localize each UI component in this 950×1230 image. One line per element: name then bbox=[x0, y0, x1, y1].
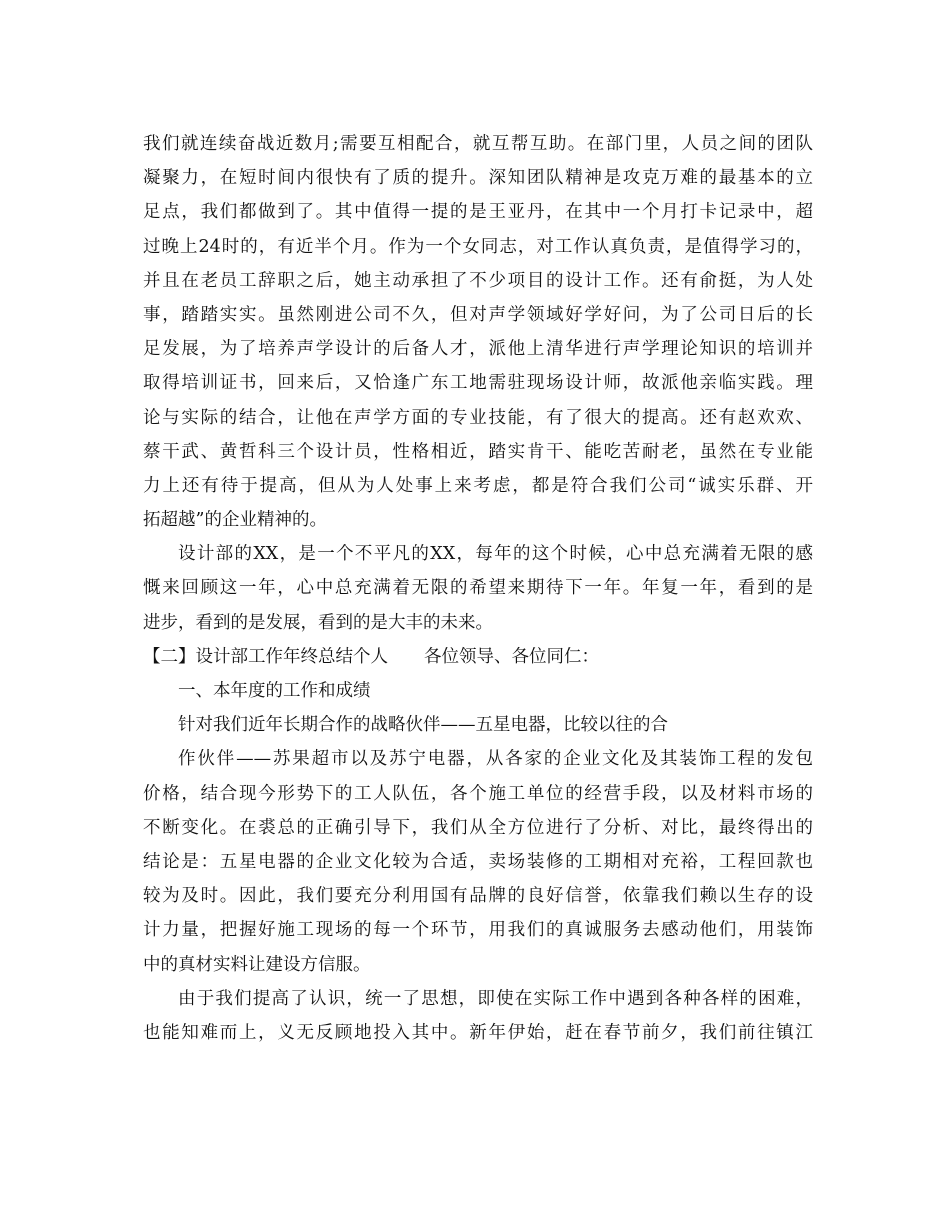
text-line: 较为及时。因此，我们要充分利用国有品牌的良好信誉，依靠我们赖以生存的设 bbox=[143, 886, 813, 907]
text-line: 计力量，把握好施工现场的每一个环节，用我们的真诚服务去感动他们，用装饰 bbox=[143, 920, 813, 941]
text-line: 过晚上24时的，有近半个月。作为一个女同志，对工作认真负责，是值得学习的， bbox=[143, 236, 813, 257]
text-line: 我们就连续奋战近数月;需要互相配合，就互帮互助。在部门里，人员之间的团队 bbox=[143, 134, 813, 154]
text-line: 中的真材实料让建设方信服。 bbox=[143, 954, 371, 975]
text-line: 蔡干武、黄哲科三个设计员，性格相近，踏实肯干、能吃苦耐老，虽然在专业能 bbox=[143, 441, 813, 462]
section-heading bbox=[143, 640, 813, 674]
text-line: 进步，看到的是发展，看到的是大丰的未来。 bbox=[143, 612, 493, 633]
text-line: 足发展，为了培养声学设计的后备人才，派他上清华进行声学理论知识的培训并 bbox=[143, 339, 813, 360]
section-greeting: 各位领导、各位同仁： bbox=[424, 646, 599, 667]
text-line: 论与实际的结合，让他在声学方面的专业技能，有了很大的提高。还有赵欢欢、 bbox=[143, 407, 813, 428]
text-line: 设计部的XX，是一个不平凡的XX，每年的这个时候，心中总充满着无限的感 bbox=[178, 544, 813, 565]
subheading: 一、本年度的工作和成绩 bbox=[178, 681, 371, 701]
text-line: 由于我们提高了认识，统一了思想，即使在实际工作中遇到各种各样的困难， bbox=[178, 988, 813, 1009]
text-line: 结论是：五星电器的企业文化较为合适，卖场装修的工期相对充裕，工程回款也 bbox=[143, 851, 813, 872]
text-line: 拓超越”的企业精神的。 bbox=[143, 510, 327, 531]
text-line: 力上还有待于提高，但从为人处事上来考虑，都是符合我们公司“诚实乐群、开 bbox=[143, 475, 813, 496]
text-line: 价格，结合现今形势下的工人队伍，各个施工单位的经营手段，以及材料市场的 bbox=[143, 783, 813, 804]
text-line: 事，踏踏实实。虽然刚进公司不久，但对声学领域好学好问，为了公司日后的长 bbox=[143, 304, 813, 325]
text-line: 不断变化。在裘总的正确引导下，我们从全方位进行了分析、对比，最终得出的 bbox=[143, 817, 813, 838]
text-line: 凝聚力，在短时间内很快有了质的提升。深知团队精神是攻克万难的最基本的立 bbox=[143, 168, 813, 189]
section-title: 【二】设计部工作年终总结个人 bbox=[143, 646, 388, 667]
text-line: 针对我们近年长期合作的战略伙伴——五星电器，比较以往的合 bbox=[178, 715, 668, 736]
text-line: 作伙伴——苏果超市以及苏宁电器，从各家的企业文化及其装饰工程的发包 bbox=[178, 749, 813, 770]
text-line: 慨来回顾这一年，心中总充满着无限的希望来期待下一年。年复一年，看到的是 bbox=[143, 578, 813, 599]
text-line: 足点，我们都做到了。其中值得一提的是王亚丹，在其中一个月打卡记录中，超 bbox=[143, 202, 813, 223]
text-line: 也能知难而上，义无反顾地投入其中。新年伊始，赶在春节前夕，我们前往镇江 bbox=[143, 1022, 813, 1043]
text-line: 取得培训证书，回来后，又恰逢广东工地需驻现场设计师，故派他亲临实践。理 bbox=[143, 373, 813, 394]
text-line: 并且在老员工辞职之后，她主动承担了不少项目的设计工作。还有俞挺，为人处 bbox=[143, 270, 813, 291]
document-body bbox=[143, 127, 813, 1050]
